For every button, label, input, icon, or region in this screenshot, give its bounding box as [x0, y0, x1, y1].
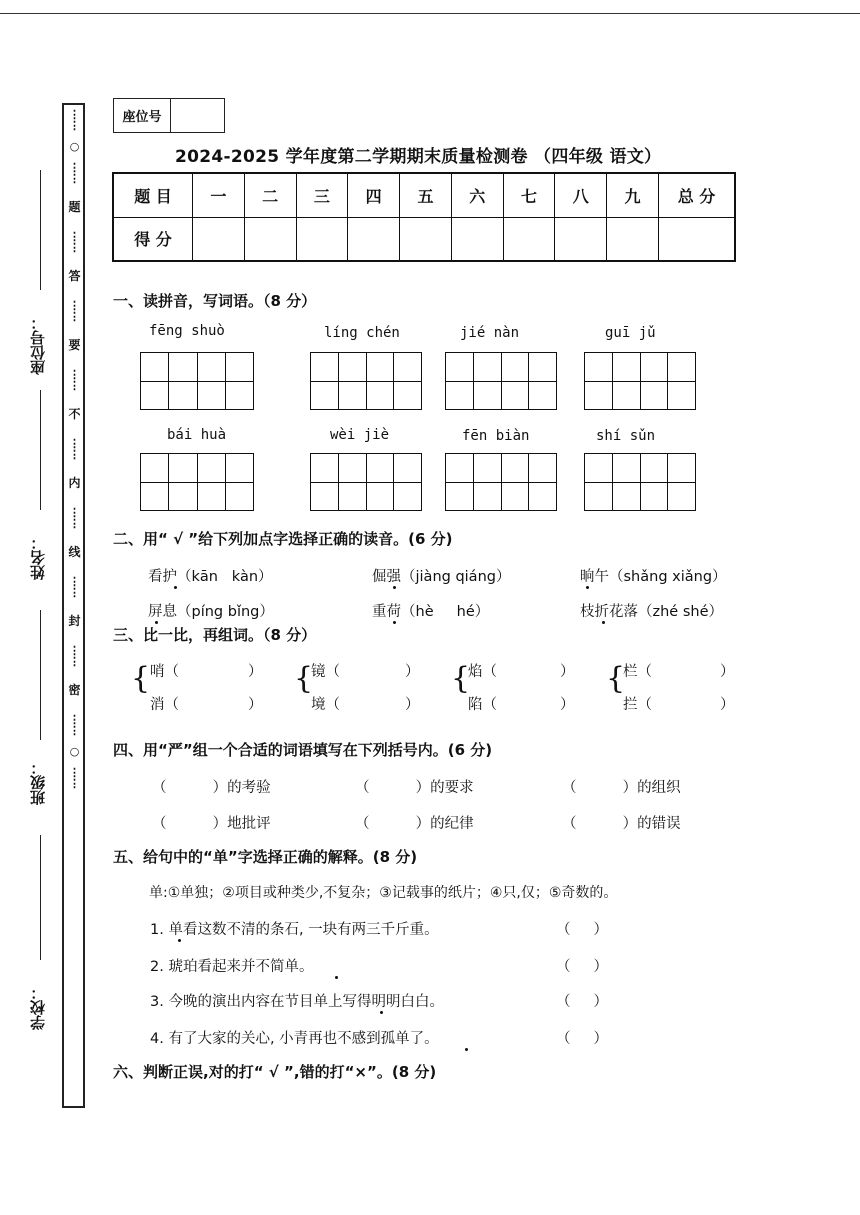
seal-char: ⋮ [69, 230, 80, 243]
reading-item[interactable]: 重荷（hè hé） [372, 604, 490, 620]
seal-char: ⋮ [69, 161, 80, 174]
compare-item[interactable]: 拦（ [623, 697, 652, 713]
writing-grid[interactable] [310, 352, 422, 410]
seal-char: 答 [68, 269, 81, 283]
class-line [40, 835, 41, 960]
emphasis-dot [393, 586, 396, 589]
pinyin-label: fēng shuò [149, 323, 225, 339]
brace-icon: { [294, 661, 314, 696]
reading-item[interactable]: 屏息（píng bǐng） [148, 604, 274, 620]
score-cell[interactable] [555, 217, 607, 261]
compare-paren: ） [248, 697, 263, 713]
answer-paren[interactable]: （ ） [556, 1031, 609, 1047]
section-1-heading: 一、读拼音，写词语。（8 分） [113, 292, 317, 310]
seal-char: 不 [68, 407, 81, 421]
reading-item[interactable]: 枝折花落（zhé shé） [580, 604, 723, 620]
seal-char: ⋮ [69, 506, 80, 519]
seal-char: ⋮ [69, 777, 80, 790]
pinyin-label: guī jǔ [605, 325, 656, 341]
yan-blank[interactable]: （ ）的错误 [562, 816, 681, 832]
seal-char: ⋮ [69, 437, 80, 450]
seal-char: ⋮ [69, 724, 80, 737]
writing-grid[interactable] [140, 352, 254, 410]
emphasis-dot [335, 976, 338, 979]
dan-sentence: 3. 今晚的演出内容在节目单上写得明明白白。 [150, 994, 444, 1010]
compare-item[interactable]: 消（ [150, 697, 179, 713]
seat-number-line-2 [40, 390, 41, 510]
compare-paren: ） [560, 697, 575, 713]
seal-char: ⋮ [69, 586, 80, 599]
exam-title: 2024-2025 学年度第二学期期末质量检测卷 （四年级 语文） [175, 147, 662, 167]
compare-paren: ） [248, 664, 263, 680]
emphasis-dot [465, 1048, 468, 1051]
score-header-cell: 七 [503, 173, 555, 217]
pinyin-label: jié nàn [460, 325, 520, 341]
section-4-heading: 四、用“严”组一个合适的词语填写在下列括号内。(6 分) [113, 741, 493, 759]
seal-char: ⋮ [69, 448, 80, 461]
compare-item[interactable]: 焰（ [468, 664, 497, 680]
compare-paren: ） [560, 664, 575, 680]
answer-paren[interactable]: （ ） [556, 922, 609, 938]
score-cell[interactable] [244, 217, 296, 261]
writing-grid[interactable] [310, 453, 422, 511]
seal-char: ⋮ [69, 241, 80, 254]
pinyin-label: líng chén [324, 325, 400, 341]
seal-line-box [62, 103, 85, 1108]
emphasis-dot [380, 1011, 383, 1014]
score-cell[interactable] [451, 217, 503, 261]
compare-item[interactable]: 栏（ [623, 664, 652, 680]
pinyin-label: bái huà [167, 427, 227, 443]
score-table [112, 172, 736, 262]
name-line [40, 610, 41, 740]
answer-paren[interactable]: （ ） [556, 994, 609, 1010]
section-6-heading: 六、判断正误,对的打“ √ ”,错的打“×”。(8 分) [113, 1063, 437, 1081]
score-header-cell: 一 [193, 173, 245, 217]
compare-item[interactable]: 境（ [311, 697, 340, 713]
emphasis-dot [178, 939, 181, 942]
writing-grid[interactable] [140, 453, 254, 511]
emphasis-dot [586, 586, 589, 589]
seal-char: 题 [68, 200, 81, 214]
compare-paren: ） [720, 664, 735, 680]
brace-icon: { [451, 661, 471, 696]
score-cell[interactable] [607, 217, 659, 261]
compare-item[interactable]: 哨（ [150, 664, 179, 680]
section-5-heading: 五、给句中的“单”字选择正确的解释。(8 分) [113, 848, 418, 866]
dan-sentence: 2. 琥珀看起来并不简单。 [150, 959, 314, 975]
name-label: 姓名： [29, 535, 47, 580]
score-cell[interactable] [400, 217, 452, 261]
emphasis-dot [174, 586, 177, 589]
score-header-cell: 三 [296, 173, 348, 217]
score-header-cell: 八 [555, 173, 607, 217]
section-2-heading: 二、用“ √ ”给下列加点字选择正确的读音。(6 分) [113, 530, 453, 548]
answer-paren[interactable]: （ ） [556, 959, 609, 975]
score-header-cell: 六 [451, 173, 503, 217]
compare-item[interactable]: 镜（ [311, 664, 340, 680]
dan-sentence: 4. 有了大家的关心, 小青再也不感到孤单了。 [150, 1031, 439, 1047]
pinyin-label: wèi jiè [330, 427, 390, 443]
dan-definitions: 单:①单独；②项目或种类少,不复杂；③记载事的纸片；④只,仅；⑤奇数的。 [149, 885, 618, 901]
seat-number-label: 座位号： [29, 315, 47, 375]
seal-char: ⋮ [69, 119, 80, 132]
score-table-header-row [113, 173, 735, 217]
score-cell[interactable] [296, 217, 348, 261]
score-row-label: 得 分 [113, 217, 193, 261]
class-label: 班级： [29, 760, 47, 805]
seal-char: ⋮ [69, 575, 80, 588]
seat-number-box-label: 座位号 [114, 99, 171, 132]
writing-grid[interactable] [584, 453, 696, 511]
score-cell[interactable] [348, 217, 400, 261]
pinyin-label: shí sǔn [596, 428, 656, 444]
emphasis-dot [393, 621, 396, 624]
brace-icon: { [131, 661, 151, 696]
seal-char: ⋮ [69, 644, 80, 657]
score-table-score-row [113, 217, 735, 261]
yan-blank[interactable]: （ ）地批评 [152, 816, 271, 832]
seal-char: 封 [68, 614, 81, 628]
seal-circle-icon: ○ [69, 140, 80, 153]
seal-char: ⋮ [69, 379, 80, 392]
brace-icon: { [606, 661, 626, 696]
pinyin-label: fēn biàn [462, 428, 530, 444]
compare-item[interactable]: 陷（ [468, 697, 497, 713]
seat-number-line [40, 170, 41, 290]
emphasis-dot [602, 621, 605, 624]
seal-char: ⋮ [69, 713, 80, 726]
seal-char: ⋮ [69, 172, 80, 185]
seal-circle-icon: ○ [69, 745, 80, 758]
seat-number-input[interactable] [171, 99, 224, 132]
writing-grid[interactable] [445, 352, 557, 410]
score-header-cell: 五 [400, 173, 452, 217]
school-label: 学校： [29, 985, 47, 1030]
seal-char: 内 [68, 476, 81, 490]
seal-char: ⋮ [69, 299, 80, 312]
top-border-line [0, 13, 860, 14]
yan-blank[interactable]: （ ）的考验 [152, 780, 271, 796]
seal-char: ⋮ [69, 368, 80, 381]
dan-sentence: 1. 单看这数不清的条石, 一块有两三千斤重。 [150, 922, 439, 938]
score-cell[interactable] [503, 217, 555, 261]
writing-grid[interactable] [584, 352, 696, 410]
reading-item[interactable]: 倔强（jiàng qiáng） [372, 569, 511, 585]
compare-paren: ） [405, 664, 420, 680]
score-header-cell: 四 [348, 173, 400, 217]
seal-line-text [70, 109, 79, 1102]
score-cell[interactable] [659, 217, 736, 261]
compare-paren: ） [720, 697, 735, 713]
seal-char: 要 [68, 338, 81, 352]
yan-blank[interactable]: （ ）的组织 [562, 780, 681, 796]
score-header-cell: 题 目 [113, 173, 193, 217]
seal-char: ⋮ [69, 310, 80, 323]
reading-item[interactable]: 看护（kān kàn） [148, 569, 273, 585]
score-header-cell: 总 分 [659, 173, 736, 217]
seat-number-box [113, 98, 225, 133]
seal-char: ⋮ [69, 517, 80, 530]
writing-grid[interactable] [445, 453, 557, 511]
yan-blank[interactable]: （ ）的要求 [355, 780, 474, 796]
section-3-heading: 三、比一比，再组词。（8 分） [113, 626, 317, 644]
seal-char: 密 [68, 683, 81, 697]
seal-char: ⋮ [69, 766, 80, 779]
compare-paren: ） [405, 697, 420, 713]
seal-char: ⋮ [69, 655, 80, 668]
seal-char: 线 [68, 545, 81, 559]
score-cell[interactable] [193, 217, 245, 261]
score-header-cell: 九 [607, 173, 659, 217]
yan-blank[interactable]: （ ）的纪律 [355, 816, 474, 832]
score-header-cell: 二 [244, 173, 296, 217]
seal-char: ⋮ [69, 108, 80, 121]
reading-item[interactable]: 晌午（shǎng xiǎng） [580, 569, 727, 585]
